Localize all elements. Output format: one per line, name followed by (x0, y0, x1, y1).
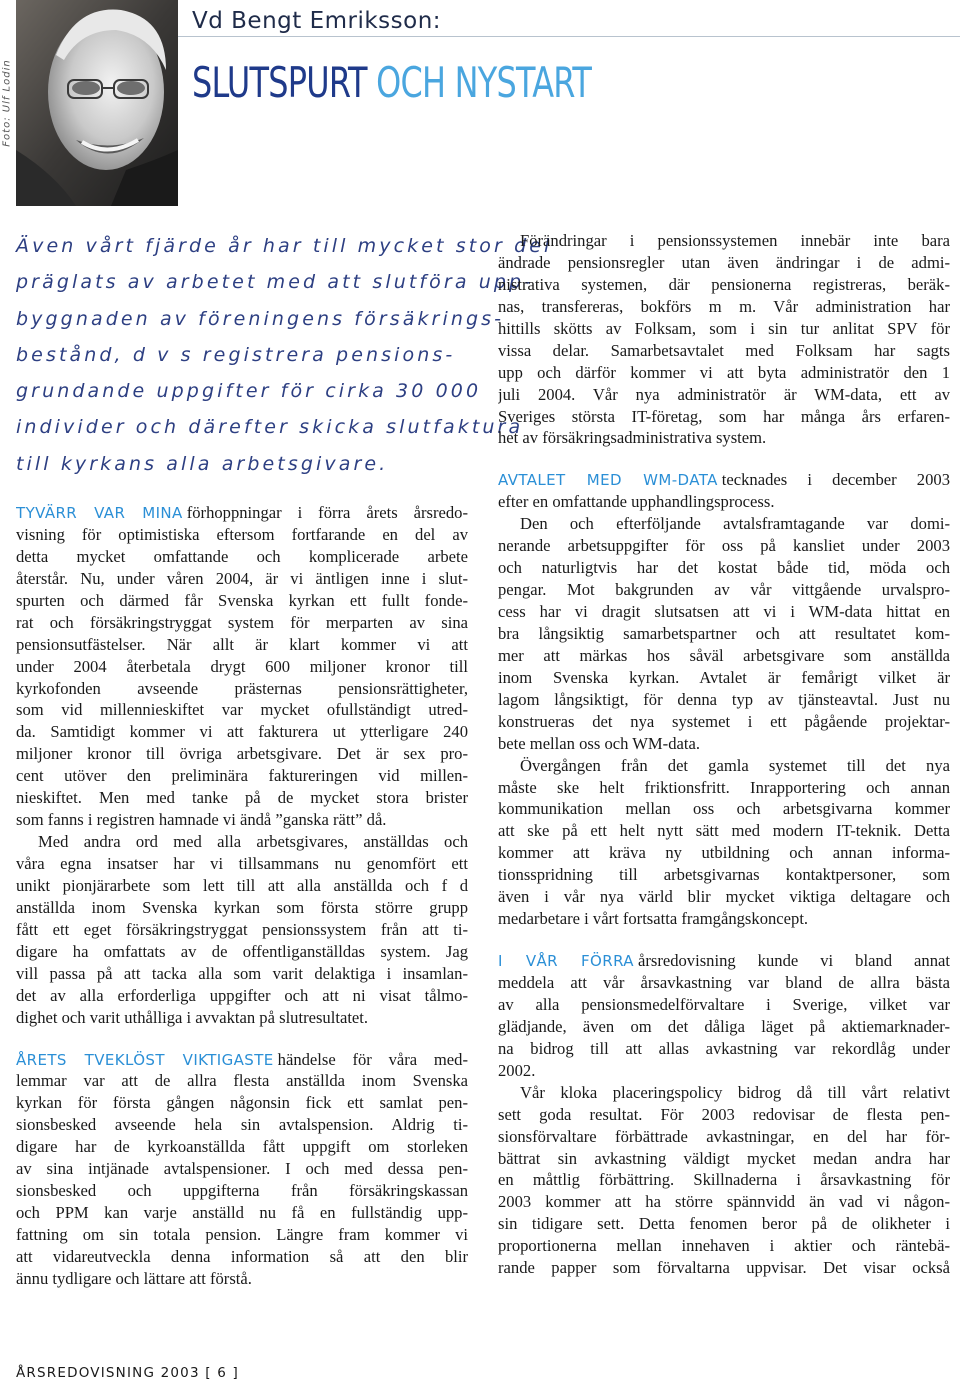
line-text: vissa delar. Samarbetsavtalet med Folksam har sagts (498, 340, 950, 360)
lead-line: individer och därefter skicka slutfaktura (16, 416, 524, 439)
text-line (16, 568, 468, 590)
text-line (498, 535, 950, 557)
line-text: na bidrog till att allas avkastning var rekordlåg under (498, 1038, 950, 1058)
text-line (498, 842, 950, 864)
text-line (498, 733, 950, 755)
text-line (498, 252, 950, 274)
line-text: sionsförvaltare förbättrade avkastningar, en del har för- (498, 1126, 950, 1146)
line-text: pensionsutfästelser. När allt är klart kommer vi att (16, 634, 468, 654)
text-line (16, 1158, 468, 1180)
text-line (498, 274, 950, 296)
line-text: juli 2004. Vår nya administratör är WM-data, ett av (498, 384, 950, 404)
line-text: efter en omfattande upphandlingsprocess. (498, 492, 775, 512)
text-line (16, 546, 468, 568)
article-headline (192, 58, 591, 107)
line-text: bra långsiktig samarbetspartner och att resultatet kom- (498, 623, 950, 643)
text-line (498, 820, 950, 842)
text-line (16, 875, 468, 897)
line-text: 2003 kommer att ha större spännvidd än vad vi någon- (498, 1192, 950, 1212)
text-line (16, 1070, 468, 1092)
text-line (498, 427, 950, 449)
line-text: Övergången från det gamla systemet till det nya (520, 755, 950, 775)
text-line (498, 1126, 950, 1148)
text-line (498, 994, 950, 1016)
text-line (16, 1114, 468, 1136)
text-line (16, 963, 468, 985)
line-text: ännu tydligare och lättare att förstå. (16, 1268, 252, 1288)
text-line (16, 1092, 468, 1114)
line-text: förhoppningar i förra årets årsredo- (186, 503, 468, 522)
left-column (16, 502, 468, 1290)
text-line (16, 502, 468, 524)
line-text: anställda inom Svenska kyrkan som första större grupp (16, 897, 468, 917)
line-text: rande papper som förvaltarna uppvisar. Det visar också (498, 1258, 950, 1278)
line-text: sin tidigare sett. Detta fenomen beror på de olikheter i (498, 1214, 950, 1234)
text-line (498, 1213, 950, 1235)
line-text: nistrativa systemen, där pensionerna registreras, beräk- (498, 274, 950, 294)
text-line (16, 1224, 468, 1246)
text-line (16, 1268, 468, 1290)
text-line (16, 897, 468, 919)
lead-line: byggnaden av föreningens försäkrings- (16, 307, 505, 330)
line-text: nerande arbetsuppgifter för oss på kansliet under 2003 (498, 536, 950, 556)
text-line (498, 601, 950, 623)
line-text: nieskiftet. Men med tanke på de mycket stora brister (16, 788, 468, 808)
line-text: under 2004 återbetala drygt 600 miljoner kronor till (16, 656, 468, 676)
text-line (498, 908, 950, 930)
text-line (498, 972, 950, 994)
text-line (16, 853, 468, 875)
lead-line: till kyrkans alla arbetsgivare. (16, 452, 389, 475)
text-line (498, 667, 950, 689)
text-line (498, 1038, 950, 1060)
line-text: visning för optimistiska eftersom fortfarande en del av (16, 524, 468, 544)
line-text: spurten och därmed får Svenska kyrkan ett fullt fonde- (16, 590, 468, 610)
text-line (498, 406, 950, 428)
line-text: cess har vi dragit slutsatsen att vi i WM-data hittat en (498, 602, 950, 621)
headline-part-2: OCH NYSTART (376, 58, 592, 107)
text-line (498, 689, 950, 711)
line-text: inom Svenska kyrkan. Avtalet är femårigt vilket är (498, 667, 950, 687)
text-line (16, 1007, 468, 1029)
text-line (16, 590, 468, 612)
line-text: tionsspridning till arbetsgivarnas kontaktpersoner, som (498, 865, 950, 885)
line-text: sionsbesked avseende hela sin avtalspension. Aldrig ti- (16, 1115, 468, 1135)
text-line (16, 1246, 468, 1268)
line-text: glädjande, även om det dåliga läget på aktiemarknader- (498, 1016, 950, 1036)
line-text: dighet och varit uthålliga i avvaktan på slutresultatet. (16, 1007, 369, 1027)
line-text: unikt pionjärarbete som lett till att alla anställda och f d (16, 875, 468, 895)
text-line (498, 1082, 950, 1104)
text-line (16, 919, 468, 941)
text-line (498, 1104, 950, 1126)
line-text: lagom långsiktigt, för denna typ av tjänsteavtal. Just nu (498, 689, 950, 709)
line-text: konstrueras det nya systemet i ett pågående projektar- (498, 711, 950, 731)
line-text: het av försäkringsadministrativa system. (498, 428, 767, 448)
line-text: miljoner kronor till övriga arbetsgivare. Det är sex pro- (16, 744, 468, 764)
line-text: Sveriges största IT-företag, som har många års erfaren- (498, 406, 950, 426)
line-text: sionsbesked och uppgifterna från försäkringskassan (16, 1181, 468, 1201)
line-text: Den och efterföljande avtalsframtagande var domi- (520, 514, 950, 534)
line-text: årsredovisning kunde vi bland annat (637, 951, 950, 971)
text-line (498, 1148, 950, 1170)
section-lead-in: ÅRETS TVEKLÖST VIKTIGASTE (16, 1050, 274, 1069)
text-line (498, 384, 950, 406)
text-line (498, 491, 950, 513)
photo-credit: Foto: Ulf Lodin (1, 59, 13, 147)
portrait-photo (16, 0, 178, 206)
text-line (498, 1257, 950, 1279)
text-line (498, 798, 950, 820)
line-text: återstår. Nu, under våren 2004, är vi äntligen inne i slut- (16, 568, 468, 588)
text-line (498, 886, 950, 908)
text-line (498, 645, 950, 667)
text-line (16, 721, 468, 743)
text-line (498, 1235, 950, 1257)
lead-line: Även vårt fjärde år har till mycket stor del (16, 235, 553, 257)
line-text: att ske på ett helt nytt sätt med modern IT-teknik. Detta (498, 821, 950, 841)
line-text: da. Samtidigt kommer vi att fakturera ut ytterligare 240 (16, 722, 468, 742)
text-line (498, 362, 950, 384)
line-text: bättrat sin avkastning väldigt mycket medan andra har (498, 1148, 950, 1168)
text-line (498, 513, 950, 535)
line-text: digare har de kyrkoanställda fått uppgift om storleken (16, 1137, 468, 1157)
lead-line: bestånd, d v s registrera pensions- (16, 343, 456, 366)
lead-line: grundande uppgifter för cirka 30 000 (16, 380, 482, 403)
text-line (16, 634, 468, 656)
text-line (498, 1169, 950, 1191)
line-text: Förändringar i pensionssystemen innebär inte bara (520, 231, 950, 250)
line-text: medarbetare i vårt fortsatta framgångskoncept. (498, 909, 809, 929)
line-text: 2002. (498, 1060, 536, 1080)
section-lead-in: TYVÄRR VAR MINA (16, 504, 183, 522)
line-text: kommunikation mellan oss och arbetsgivarna kommer (498, 799, 950, 819)
text-line (16, 1180, 468, 1202)
line-text: en måttlig förbättring. Skillnaderna i årsavkastning för (498, 1170, 950, 1190)
line-text: kyrkofonden avseende prästernas pensionsrättigheter, (16, 678, 468, 698)
line-text: som fanns i registren hamnade vi ändå ”ganska rätt” då. (16, 810, 387, 830)
line-text: av sina intjänade avtalspensioner. I och med dessa pen- (16, 1159, 468, 1179)
line-text: Vår kloka placeringspolicy bidrog då till vårt relativt (520, 1082, 950, 1102)
article-kicker: Vd Bengt Emriksson: (192, 8, 442, 34)
text-line (16, 743, 468, 765)
section-lead-in: AVTALET MED WM-DATA (498, 471, 718, 490)
line-text: och naturligtvis har det kostat både tid, möda och (498, 558, 950, 578)
line-text: kyrkan för första gången någonsin fick ett samlat pen- (16, 1093, 468, 1113)
line-text: cent utöver den preliminära faktureringen vid millen- (16, 766, 468, 786)
line-text: sett goda resultat. För 2003 redovisar de flesta pen- (498, 1104, 950, 1124)
text-line (498, 579, 950, 601)
line-text: av alla pensionsmedelförvaltare i Sverige, vilket var (498, 994, 950, 1014)
text-line (16, 787, 468, 809)
line-text: fått ett eget försäkringstryggat pensionssystem från att ti- (16, 919, 468, 939)
text-line (16, 831, 468, 853)
text-line (16, 1202, 468, 1224)
line-text: nas, transfereras, bokförs m m. Vår administration har (498, 296, 950, 316)
text-line (498, 340, 950, 362)
paragraph-gap (16, 1029, 468, 1049)
line-text: mer att märkas hos såväl arbetsgivare som anställda (498, 645, 950, 665)
text-line (16, 941, 468, 963)
text-line (498, 318, 950, 340)
line-text: händelse för våra med- (277, 1049, 468, 1069)
text-line (16, 524, 468, 546)
text-line (498, 469, 950, 491)
line-text: proportionerna mellan innehaven i aktier och räntebä- (498, 1236, 950, 1256)
line-text: pengar. Mot bakgrunden av vår vittgående urvalspro- (498, 580, 950, 600)
text-line (498, 623, 950, 645)
line-text: att vidareutveckla denna information så att den blir (16, 1246, 468, 1266)
line-text: tecknades i december 2003 (721, 470, 950, 490)
text-line (16, 612, 468, 634)
line-text: hittills skötts av Folksam, som i sin tur anlitat SPV för (498, 318, 950, 338)
section-lead-in: I VÅR FÖRRA (498, 952, 634, 971)
line-text: rat och försäkringstryggat system för merparten av sina (16, 612, 468, 632)
line-text: kommer att kräva ny utbildning och annan informa- (498, 843, 950, 863)
text-line (498, 1191, 950, 1213)
line-text: det av alla erforderliga uppgifter och att ni visat tålmo- (16, 985, 468, 1005)
line-text: ändrade pensionsregler utan även ändringar i de admi- (498, 252, 950, 272)
line-text: digare ha omfattats av de offentliganställdas system. Jag (16, 941, 468, 961)
text-line (498, 864, 950, 886)
text-line (498, 1060, 950, 1082)
line-text: bete mellan oss och WM-data. (498, 733, 700, 753)
line-text: meddela att vår årsavkastning var bland de allra bästa (498, 973, 950, 992)
text-line (16, 985, 468, 1007)
text-line (498, 777, 950, 799)
headline-part-1: SLUTSPURT (192, 58, 367, 107)
text-line (498, 1016, 950, 1038)
line-text: detta mycket omfattande och komplicerade arbete (16, 546, 468, 566)
text-line (16, 809, 468, 831)
line-text: fattning om sin totala pension. Längre fram kommer vi (16, 1225, 468, 1244)
right-column (498, 230, 950, 1279)
text-line (498, 557, 950, 579)
text-line (16, 699, 468, 721)
line-text: måste ske helt friktionsfritt. Inrapportering och annan (498, 777, 950, 797)
paragraph-gap (498, 930, 950, 950)
text-line (498, 296, 950, 318)
page-footer: ÅRSREDOVISNING 2003 [ 6 ] (16, 1365, 239, 1381)
line-text: lemmar var att de allra flesta anställda inom Svenska (16, 1071, 468, 1091)
line-text: vill passa på att tacka alla som varit delaktiga i insamlan- (16, 963, 468, 983)
text-line (16, 1049, 468, 1071)
line-text: Med andra ord med alla arbetsgivares, anställdas och (38, 832, 468, 852)
text-line (498, 711, 950, 733)
line-text: som vid millennieskiftet var mycket ofullständigt utred- (16, 700, 468, 720)
text-line (498, 950, 950, 972)
text-line (16, 1136, 468, 1158)
line-text: upp och därför kommer vi att byta administratör den 1 (498, 362, 950, 382)
text-line (498, 230, 950, 252)
text-line (498, 755, 950, 777)
lead-line: präglats av arbetet med att slutföra upp- (16, 271, 535, 294)
line-text: och PPM kan varje anställd nu få en fullständig upp- (16, 1203, 468, 1223)
line-text: även i vår nya värld blir mycket viktiga deltagare och (498, 887, 950, 907)
text-line (16, 678, 468, 700)
text-line (16, 765, 468, 787)
line-text: våra egna insatser har vi tillsammans nu genomfört ett (16, 854, 468, 873)
paragraph-gap (498, 449, 950, 469)
text-line (16, 656, 468, 678)
lead-paragraph (16, 228, 553, 482)
